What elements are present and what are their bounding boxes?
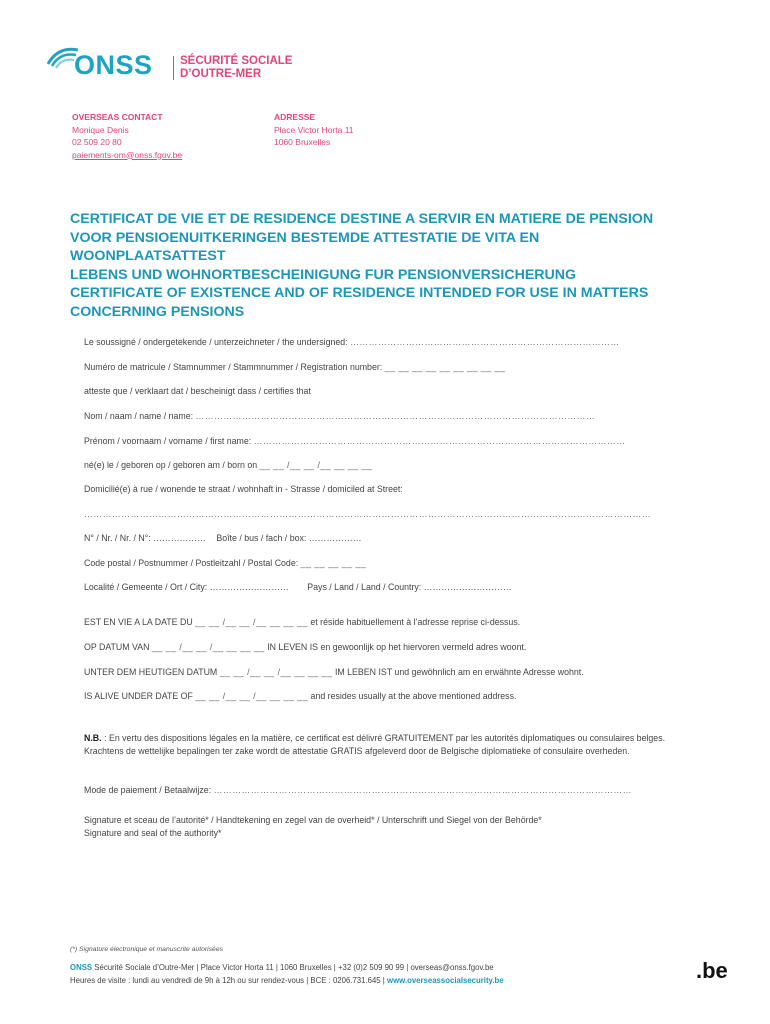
payment-field[interactable]: ……………………………………………………………………………………………………………………… bbox=[213, 785, 632, 795]
title-de: LEBENS UND WOHNORTBESCHEINIGUNG FUR PENSIONVERSICHERUNG bbox=[70, 266, 577, 283]
number-box-line bbox=[84, 533, 362, 543]
nb-label: N.B. bbox=[84, 733, 102, 743]
certificate-title bbox=[70, 210, 710, 321]
title-en: CERTIFICATE OF EXISTENCE AND OF RESIDENCE INTENDED FOR USE IN MATTERS bbox=[70, 285, 649, 301]
registration-number-field[interactable]: __ __ __ __ __ __ __ __ __ bbox=[384, 362, 506, 372]
logo-separator bbox=[173, 56, 174, 80]
first-name-line: Prénom / voornaam / vorname / first name: ………………………………………………………………………………………………………… bbox=[84, 436, 626, 446]
alive-date-field-en[interactable]: __ __ /__ __ /__ __ __ __ bbox=[195, 691, 309, 701]
birth-date-field[interactable]: __ __ /__ __ /__ __ __ __ bbox=[259, 460, 373, 470]
nb-text: : En vertu des dispositions légales en la matière, ce certificat est délivré GRATUITEMENT par les autorités diplomatiques ou consulaires belges. Krachtens de wettelijke bepalingen ter zake wordt de attestatie GRATIS afgeleverd door de Belgische diplomatieke of consulaire overheden. bbox=[84, 733, 666, 756]
footer-line1: ONSS Sécurité Sociale d’Outre-Mer | Place Victor Horta 11 | 1060 Bruxelles | +32 (0)2 509 90 99 | overseas@onss.fgov.be bbox=[70, 963, 494, 972]
footer-brand: ONSS bbox=[70, 963, 93, 972]
logo-wordmark: ONSS bbox=[74, 50, 153, 80]
contact-phone: 02 509 20 80 bbox=[72, 137, 122, 147]
contact-email-link[interactable]: paiements-om@onss.fgov.be bbox=[72, 149, 183, 160]
address-heading: ADRESSE bbox=[274, 112, 316, 122]
nota-bene bbox=[84, 732, 684, 757]
name-line: Nom / naam / name / name: ………………………………………………………………………………………………………………… bbox=[84, 411, 596, 421]
title-nl: VOOR PENSIOENUITKERINGEN BESTEMDE ATTESTATIE DE VITA EN bbox=[70, 229, 540, 246]
contact-heading: OVERSEAS CONTACT bbox=[72, 112, 163, 122]
signature-line2: Signature and seal of the authority* bbox=[84, 827, 222, 838]
onss-logo bbox=[44, 40, 294, 86]
signature-line1: Signature et sceau de l’autorité* / Handtekening en zegel van de overheid* / Unterschrift und Siegel von der Behörde* bbox=[84, 815, 542, 825]
contact-name: Monique Denis bbox=[72, 124, 129, 135]
footer-line2: Heures de visite : lundi au vendredi de 9h à 12h ou sur rendez-vous | BCE : 0206.731.645 | www.overseassocialsecurity.be bbox=[70, 976, 504, 985]
box-field[interactable]: Boîte / bus / fach / box: ……………… bbox=[216, 533, 362, 543]
registration-line: Numéro de matricule / Stamnummer / Stammnummer / Registration number: __ __ __ __ __ __ __ __ __ bbox=[84, 362, 506, 372]
footer-note: (*) Signature électronique et manuscrite autorisées bbox=[70, 946, 224, 953]
address-city: 1060 Bruxelles bbox=[274, 137, 331, 147]
first-name-field[interactable]: ………………………………………………………………………………………………………… bbox=[253, 436, 626, 446]
address-street: Place Victor Horta 11 bbox=[274, 124, 354, 135]
alive-date-line-nl: OP DATUM VAN __ __ /__ __ /__ __ __ __ IN LEVEN IS en gewoonlijk op het hiervoren vermeld adres woont. bbox=[84, 642, 527, 652]
country-field[interactable]: Pays / Land / Land / Country: ………………………… bbox=[307, 582, 512, 592]
alive-date-line-de: UNTER DEM HEUTIGEN DATUM __ __ /__ __ /__ __ __ __ IM LEBEN IST und gewöhnlich am en erwähnte Adresse wohnt. bbox=[84, 667, 584, 677]
alive-date-line-en: IS ALIVE UNDER DATE OF __ __ /__ __ /__ __ __ __ and resides usually at the above mentioned address. bbox=[84, 691, 517, 701]
house-number-field[interactable]: N° / Nr. / Nr. / N°: ……………… bbox=[84, 533, 206, 543]
be-logo: .be bbox=[696, 958, 728, 983]
payment-line: Mode de paiement / Betaalwijze: ……………………………………………………………………………………………………………………… bbox=[84, 785, 632, 795]
city-field[interactable]: Localité / Gemeente / Ort / City: ……………………… bbox=[84, 582, 289, 592]
footer-website-link[interactable]: www.overseassocialsecurity.be bbox=[387, 976, 504, 985]
alive-date-field-nl[interactable]: __ __ /__ __ /__ __ __ __ bbox=[151, 642, 265, 652]
alive-date-field-de[interactable]: __ __ /__ __ /__ __ __ __ bbox=[219, 667, 333, 677]
city-country-line bbox=[84, 582, 512, 592]
logo-tagline: SÉCURITÉ SOCIALE D’OUTRE-MER bbox=[180, 55, 293, 80]
certifies-line: atteste que / verklaart dat / bescheinigt dass / certifies that bbox=[84, 386, 311, 396]
undersigned-field[interactable]: …………………………………………………………………………… bbox=[350, 337, 620, 347]
domicile-line: Domicilié(e) à rue / wonende te straat / wohnhaft in - Strasse / domiciled at Street: bbox=[84, 484, 403, 494]
birth-date-line: né(e) le / geboren op / geboren am / born on __ __ /__ __ /__ __ __ __ bbox=[84, 460, 373, 470]
title-en-cont: CONCERNING PENSIONS bbox=[70, 303, 245, 320]
signature-block bbox=[84, 814, 684, 839]
postal-code-line: Code postal / Postnummer / Postleitzahl / Postal Code: __ __ __ __ __ bbox=[84, 558, 367, 568]
footer bbox=[70, 961, 504, 987]
address-block bbox=[274, 111, 354, 149]
title-nl-cont: WOONPLAATSATTEST bbox=[70, 248, 226, 264]
name-field[interactable]: ………………………………………………………………………………………………………………… bbox=[195, 411, 596, 421]
undersigned-line: Le soussigné / ondergetekende / unterzeichneter / the undersigned: …………………………………………………………………………… bbox=[84, 337, 620, 347]
title-fr: CERTIFICAT DE VIE ET DE RESIDENCE DESTINE A SERVIR EN MATIERE DE PENSION bbox=[70, 211, 654, 227]
alive-date-field-fr[interactable]: __ __ /__ __ /__ __ __ __ bbox=[195, 617, 308, 627]
street-field[interactable]: ………………………………………………………………………………………………………………………………………………………………… bbox=[84, 509, 652, 519]
postal-code-field[interactable]: __ __ __ __ __ bbox=[300, 558, 367, 568]
alive-date-line-fr: EST EN VIE A LA DATE DU __ __ /__ __ /__ __ __ __ et réside habituellement à l’adresse reprise ci-dessus. bbox=[84, 617, 521, 627]
overseas-contact-block bbox=[72, 111, 182, 161]
